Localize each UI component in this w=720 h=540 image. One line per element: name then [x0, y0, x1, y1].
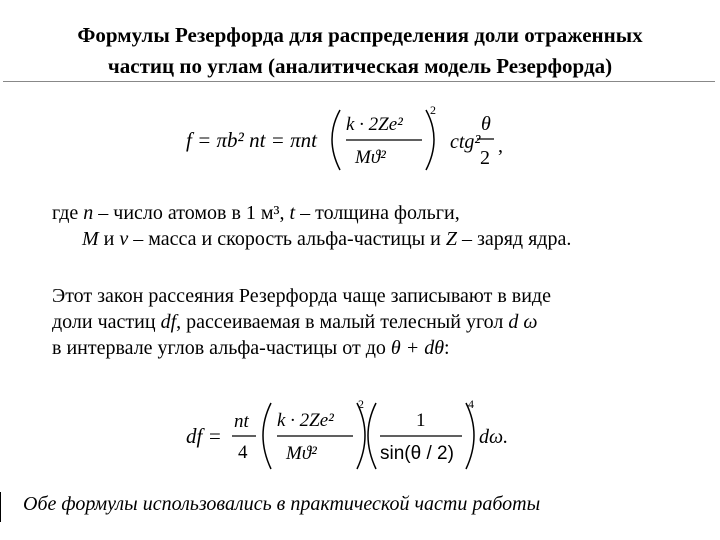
title-line-2: частиц по углам (аналитическая модель Резерфорда)	[107, 54, 613, 78]
formula2-frac-den: 4	[238, 442, 248, 463]
formula1-numerator: k · 2Ze²	[346, 114, 403, 135]
definitions-line-1: где n – число атомов в 1 м³, t – толщина фольги,	[52, 202, 460, 224]
title-line-1: Формулы Резерфорда для распределения доли отраженных	[77, 23, 643, 47]
formula2-frac-num: nt	[234, 411, 249, 432]
definitions-paragraph	[52, 200, 571, 252]
footer-left-rule	[0, 492, 1, 522]
formula1-trail: ,	[498, 135, 503, 157]
formula2-lhs: df =	[186, 424, 222, 448]
formula2-numerator: k · 2Ze²	[277, 410, 334, 431]
law-paragraph	[52, 283, 551, 361]
formula1-right-paren	[426, 110, 434, 170]
law-line-1: Этот закон рассеяния Резерфорда чаще записывают в виде	[52, 285, 551, 307]
formula2-left-paren-1	[263, 403, 271, 469]
formula1-half-den: 2	[480, 147, 490, 169]
formula1-denominator: Mϑ²	[355, 147, 386, 168]
formula2-denominator: Mϑ²	[286, 443, 317, 464]
title-underline	[3, 81, 715, 82]
formula2-left-paren-2	[368, 403, 376, 469]
law-line-2: доли частиц df, рассеиваемая в малый телесный угол d ω	[52, 311, 538, 333]
definitions-line-2: M и v – масса и скорость альфа-частицы и Z – заряд ядра.	[82, 228, 572, 250]
footer-note: Обе формулы использовались в практической части работы	[23, 493, 541, 515]
formula2-power-1: 2	[358, 397, 364, 411]
rutherford-formula-differential	[182, 395, 522, 475]
slide-title	[0, 20, 720, 82]
law-line-3: в интервале углов альфа-частицы от до θ + dθ:	[52, 337, 450, 359]
formula2-right-paren-1	[357, 403, 365, 469]
rutherford-formula-fraction	[180, 100, 510, 178]
formula1-half-num: θ	[481, 113, 491, 135]
formula2-sin: sin(θ / 2)	[380, 443, 454, 464]
formula1-ctg: ctg²	[450, 131, 481, 153]
formula2-power-2: 4	[468, 397, 474, 411]
formula2-right-paren-2	[466, 403, 474, 469]
formula1-lhs: f = πb² nt = πnt	[186, 128, 317, 152]
formula2-one: 1	[416, 410, 426, 431]
formula1-outer-power: 2	[430, 103, 436, 117]
formula2-tail: dω.	[479, 426, 509, 448]
formula1-left-paren	[332, 110, 340, 170]
